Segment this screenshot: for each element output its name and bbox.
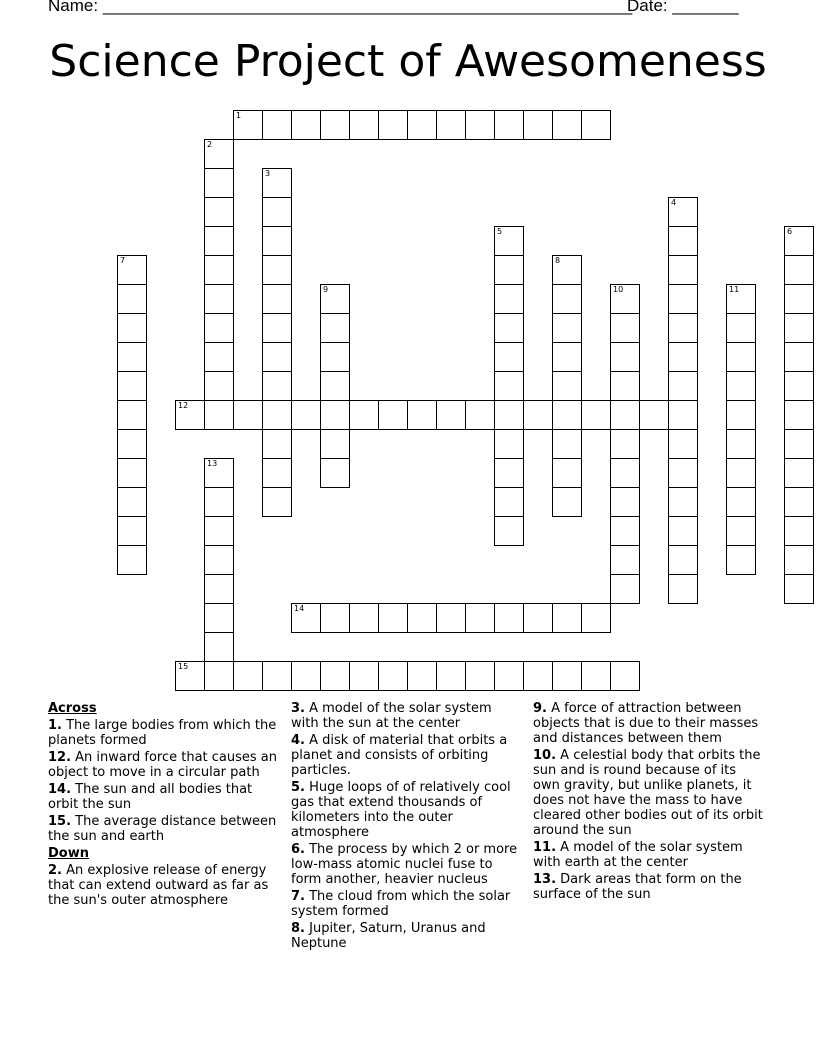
clue-number: 13.	[533, 872, 557, 887]
grid-cell[interactable]	[668, 284, 698, 314]
grid-cell[interactable]	[784, 255, 814, 285]
grid-cell[interactable]	[262, 226, 292, 256]
grid-cell[interactable]	[552, 110, 582, 140]
grid-cell[interactable]	[726, 545, 756, 575]
clue-number-label: 4	[671, 198, 677, 207]
clue-column-3	[533, 701, 763, 904]
grid-cell[interactable]	[117, 400, 147, 430]
clue-item	[291, 889, 521, 919]
grid-cell[interactable]	[465, 661, 495, 691]
grid-cell[interactable]	[494, 516, 524, 546]
grid-cell[interactable]	[494, 284, 524, 314]
grid-cell[interactable]	[349, 603, 379, 633]
grid-cell[interactable]	[784, 429, 814, 459]
clue-item	[291, 842, 521, 887]
clue-text: Dark areas that form on the surface of the sun	[533, 872, 742, 902]
grid-cell[interactable]	[204, 400, 234, 430]
clue-number: 4.	[291, 733, 305, 748]
grid-cell[interactable]	[204, 168, 234, 198]
grid-cell[interactable]	[320, 110, 350, 140]
clue-number-label: 11	[729, 285, 740, 294]
grid-cell[interactable]	[494, 603, 524, 633]
clue-item	[291, 701, 521, 731]
grid-cell[interactable]	[262, 487, 292, 517]
clue-number: 14.	[48, 782, 72, 797]
grid-cell[interactable]	[552, 371, 582, 401]
clue-number: 6.	[291, 842, 305, 857]
clue-number-label: 8	[555, 256, 561, 265]
grid-cell[interactable]	[436, 110, 466, 140]
grid-cell[interactable]	[494, 661, 524, 691]
clue-item	[48, 863, 278, 908]
clue-number-label: 10	[613, 285, 624, 294]
clue-number: 10.	[533, 748, 557, 763]
grid-cell[interactable]	[117, 371, 147, 401]
grid-cell[interactable]	[494, 487, 524, 517]
grid-cell[interactable]	[204, 226, 234, 256]
clue-item	[533, 840, 763, 870]
clue-number: 11.	[533, 840, 557, 855]
clue-item	[533, 748, 763, 838]
grid-cell[interactable]	[378, 400, 408, 430]
clue-text: The sun and all bodies that orbit the sun	[48, 782, 253, 812]
grid-cell[interactable]	[465, 603, 495, 633]
grid-cell[interactable]	[668, 255, 698, 285]
grid-cell[interactable]	[320, 429, 350, 459]
grid-cell[interactable]	[494, 458, 524, 488]
grid-cell[interactable]	[552, 661, 582, 691]
clue-text: A model of the solar system with the sun at the center	[291, 701, 492, 731]
clue-number: 1.	[48, 718, 62, 733]
grid-cell[interactable]	[204, 255, 234, 285]
grid-cell[interactable]	[262, 371, 292, 401]
grid-cell[interactable]	[117, 342, 147, 372]
clue-number-label: 2	[207, 140, 213, 149]
grid-cell[interactable]	[726, 313, 756, 343]
grid-cell[interactable]	[610, 516, 640, 546]
grid-cell[interactable]	[204, 458, 234, 488]
clue-number-label: 3	[265, 169, 271, 178]
clue-text: A celestial body that orbits the sun and is round because of its own gravity, but unlike planets, it does not have the mass to have cleared other bodies out of its orbit around the sun	[533, 748, 763, 838]
grid-cell[interactable]	[204, 603, 234, 633]
clue-number-label: 14	[294, 604, 305, 613]
clue-item	[533, 872, 763, 902]
grid-cell[interactable]	[552, 313, 582, 343]
clue-text: The process by which 2 or more low-mass atomic nuclei fuse to form another, heavier nucleus	[291, 842, 518, 887]
grid-cell[interactable]	[494, 313, 524, 343]
grid-cell[interactable]	[523, 603, 553, 633]
grid-cell[interactable]	[668, 400, 698, 430]
grid-cell[interactable]	[668, 226, 698, 256]
clue-text: Huge loops of of relatively cool gas that extend thousands of kilometers into the outer atmosphere	[291, 780, 511, 840]
grid-cell[interactable]	[668, 313, 698, 343]
grid-cell[interactable]	[552, 400, 582, 430]
grid-cell[interactable]	[610, 371, 640, 401]
grid-cell[interactable]	[204, 139, 234, 169]
grid-cell[interactable]	[494, 429, 524, 459]
grid-cell[interactable]	[668, 516, 698, 546]
grid-cell[interactable]	[494, 110, 524, 140]
clue-text: The cloud from which the solar system formed	[291, 889, 511, 919]
grid-cell[interactable]	[349, 110, 379, 140]
grid-cell[interactable]	[175, 661, 205, 691]
grid-cell[interactable]	[349, 661, 379, 691]
grid-cell[interactable]	[726, 487, 756, 517]
grid-cell[interactable]	[204, 313, 234, 343]
grid-cell[interactable]	[668, 458, 698, 488]
grid-cell[interactable]	[204, 342, 234, 372]
grid-cell[interactable]	[726, 516, 756, 546]
grid-cell[interactable]	[494, 226, 524, 256]
grid-cell[interactable]	[610, 342, 640, 372]
clue-number: 15.	[48, 814, 72, 829]
clue-number: 12.	[48, 750, 72, 765]
grid-cell[interactable]	[204, 487, 234, 517]
page-title: Science Project of Awesomeness	[49, 36, 767, 87]
clue-number-label: 12	[178, 401, 189, 410]
grid-cell[interactable]	[117, 429, 147, 459]
clue-item	[291, 733, 521, 778]
grid-cell[interactable]	[204, 371, 234, 401]
grid-cell[interactable]	[117, 487, 147, 517]
grid-cell[interactable]	[552, 603, 582, 633]
grid-cell[interactable]	[581, 110, 611, 140]
clue-number: 8.	[291, 921, 305, 936]
grid-cell[interactable]	[784, 342, 814, 372]
clue-item	[48, 718, 278, 748]
grid-cell[interactable]	[552, 284, 582, 314]
grid-cell[interactable]	[639, 400, 669, 430]
grid-cell[interactable]	[320, 458, 350, 488]
clue-text: The average distance between the sun and earth	[48, 814, 277, 844]
grid-cell[interactable]	[291, 110, 321, 140]
grid-cell[interactable]	[262, 255, 292, 285]
grid-cell[interactable]	[610, 429, 640, 459]
grid-cell[interactable]	[784, 226, 814, 256]
grid-cell[interactable]	[552, 342, 582, 372]
clue-number-label: 15	[178, 662, 189, 671]
grid-cell[interactable]	[204, 545, 234, 575]
grid-cell[interactable]	[523, 661, 553, 691]
grid-cell[interactable]	[610, 545, 640, 575]
grid-cell[interactable]	[465, 110, 495, 140]
grid-cell[interactable]	[784, 400, 814, 430]
grid-cell[interactable]	[204, 632, 234, 662]
grid-cell[interactable]	[320, 284, 350, 314]
grid-cell[interactable]	[291, 603, 321, 633]
grid-cell[interactable]	[262, 342, 292, 372]
clue-number-label: 7	[120, 256, 126, 265]
grid-cell[interactable]	[117, 458, 147, 488]
grid-cell[interactable]	[204, 574, 234, 604]
grid-cell[interactable]	[262, 284, 292, 314]
clue-column-2	[291, 701, 521, 953]
clue-column-1	[48, 701, 278, 910]
clue-item	[533, 701, 763, 746]
clue-number: 2.	[48, 863, 62, 878]
grid-cell[interactable]	[204, 661, 234, 691]
clue-section-heading: Down	[48, 846, 89, 861]
grid-cell[interactable]	[610, 487, 640, 517]
grid-cell[interactable]	[204, 284, 234, 314]
grid-cell[interactable]	[465, 400, 495, 430]
grid-cell[interactable]	[117, 255, 147, 285]
grid-cell[interactable]	[117, 284, 147, 314]
grid-cell[interactable]	[581, 603, 611, 633]
grid-cell[interactable]	[668, 371, 698, 401]
date-field-label: Date: _______	[627, 0, 739, 15]
grid-cell[interactable]	[610, 574, 640, 604]
grid-cell[interactable]	[175, 400, 205, 430]
grid-cell[interactable]	[117, 516, 147, 546]
grid-cell[interactable]	[668, 574, 698, 604]
grid-cell[interactable]	[349, 400, 379, 430]
grid-cell[interactable]	[494, 371, 524, 401]
grid-cell[interactable]	[784, 371, 814, 401]
grid-cell[interactable]	[262, 110, 292, 140]
grid-cell[interactable]	[552, 458, 582, 488]
grid-cell[interactable]	[436, 661, 466, 691]
grid-cell[interactable]	[523, 110, 553, 140]
clue-text: A force of attraction between objects that is due to their masses and distances between them	[533, 701, 759, 746]
grid-cell[interactable]	[610, 458, 640, 488]
grid-cell[interactable]	[262, 168, 292, 198]
grid-cell[interactable]	[726, 458, 756, 488]
grid-cell[interactable]	[436, 400, 466, 430]
name-field-label: Name: ________________________________________________________	[48, 0, 633, 15]
grid-cell[interactable]	[552, 255, 582, 285]
clue-item	[48, 782, 278, 812]
grid-cell[interactable]	[610, 284, 640, 314]
grid-cell[interactable]	[668, 429, 698, 459]
grid-cell[interactable]	[726, 284, 756, 314]
grid-cell[interactable]	[784, 574, 814, 604]
grid-cell[interactable]	[784, 545, 814, 575]
clue-section-heading: Across	[48, 701, 97, 716]
grid-cell[interactable]	[784, 487, 814, 517]
grid-cell[interactable]	[494, 255, 524, 285]
grid-cell[interactable]	[262, 197, 292, 227]
clue-number: 3.	[291, 701, 305, 716]
clue-text: A disk of material that orbits a planet and consists of orbiting particles.	[291, 733, 508, 778]
grid-cell[interactable]	[784, 313, 814, 343]
grid-cell[interactable]	[784, 458, 814, 488]
clue-text: An inward force that causes an object to move in a circular path	[48, 750, 278, 780]
grid-cell[interactable]	[233, 400, 263, 430]
grid-cell[interactable]	[204, 197, 234, 227]
grid-cell[interactable]	[262, 661, 292, 691]
clue-text: A model of the solar system with earth at the center	[533, 840, 743, 870]
grid-cell[interactable]	[262, 313, 292, 343]
grid-cell[interactable]	[262, 429, 292, 459]
grid-cell[interactable]	[262, 400, 292, 430]
grid-cell[interactable]	[378, 110, 408, 140]
grid-cell[interactable]	[204, 516, 234, 546]
clue-number-label: 9	[323, 285, 329, 294]
clue-item	[48, 750, 278, 780]
grid-cell[interactable]	[233, 661, 263, 691]
clue-text: Jupiter, Saturn, Uranus and Neptune	[291, 921, 486, 951]
grid-cell[interactable]	[610, 313, 640, 343]
grid-cell[interactable]	[320, 342, 350, 372]
grid-cell[interactable]	[117, 313, 147, 343]
grid-cell[interactable]	[552, 487, 582, 517]
clue-text: An explosive release of energy that can extend outward as far as the sun's outer atmosphere	[48, 863, 269, 908]
clue-number-label: 1	[236, 111, 242, 120]
grid-cell[interactable]	[784, 284, 814, 314]
grid-cell[interactable]	[233, 110, 263, 140]
grid-cell[interactable]	[320, 313, 350, 343]
grid-cell[interactable]	[407, 661, 437, 691]
grid-cell[interactable]	[436, 603, 466, 633]
grid-cell[interactable]	[407, 603, 437, 633]
clue-text: The large bodies from which the planets formed	[48, 718, 277, 748]
grid-cell[interactable]	[320, 400, 350, 430]
grid-cell[interactable]	[668, 487, 698, 517]
grid-cell[interactable]	[668, 545, 698, 575]
clue-number-label: 5	[497, 227, 503, 236]
clue-item	[48, 814, 278, 844]
grid-cell[interactable]	[610, 661, 640, 691]
grid-cell[interactable]	[320, 661, 350, 691]
grid-cell[interactable]	[262, 458, 292, 488]
grid-cell[interactable]	[668, 197, 698, 227]
clue-number-label: 6	[787, 227, 793, 236]
grid-cell[interactable]	[610, 400, 640, 430]
grid-cell[interactable]	[320, 603, 350, 633]
grid-cell[interactable]	[726, 342, 756, 372]
grid-cell[interactable]	[320, 371, 350, 401]
grid-cell[interactable]	[523, 400, 553, 430]
grid-cell[interactable]	[726, 429, 756, 459]
grid-cell[interactable]	[784, 516, 814, 546]
grid-cell[interactable]	[581, 400, 611, 430]
clue-item	[291, 780, 521, 840]
grid-cell[interactable]	[581, 661, 611, 691]
grid-cell[interactable]	[378, 661, 408, 691]
grid-cell[interactable]	[291, 661, 321, 691]
clue-number: 9.	[533, 701, 547, 716]
grid-cell[interactable]	[494, 342, 524, 372]
grid-cell[interactable]	[668, 342, 698, 372]
grid-cell[interactable]	[407, 110, 437, 140]
grid-cell[interactable]	[117, 545, 147, 575]
grid-cell[interactable]	[407, 400, 437, 430]
clue-number-label: 13	[207, 459, 218, 468]
grid-cell[interactable]	[726, 400, 756, 430]
grid-cell[interactable]	[291, 400, 321, 430]
grid-cell[interactable]	[726, 371, 756, 401]
grid-cell[interactable]	[552, 429, 582, 459]
clue-item	[291, 921, 521, 951]
clue-number: 7.	[291, 889, 305, 904]
grid-cell[interactable]	[494, 400, 524, 430]
grid-cell[interactable]	[378, 603, 408, 633]
clue-number: 5.	[291, 780, 305, 795]
